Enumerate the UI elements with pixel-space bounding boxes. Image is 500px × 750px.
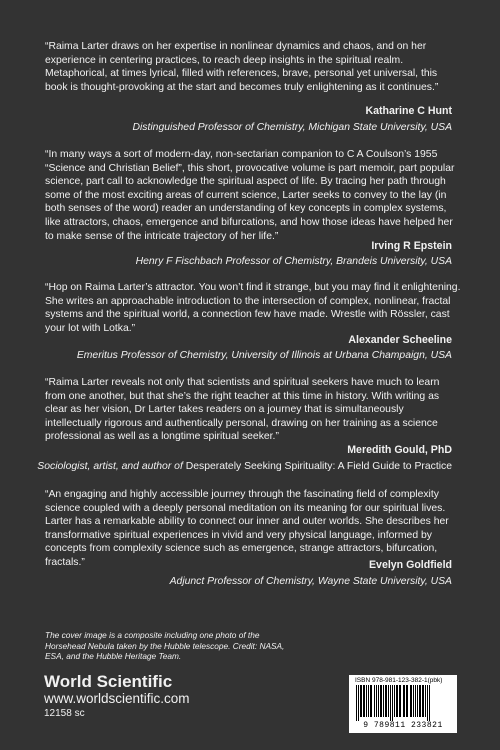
endorsement-quote-4: “Raima Larter reveals not only that scientists and spiritual seekers have much to learn from one another, but that she’s the right teacher at this time in history. With writing as clear as her vision, Dr Larter takes readers on a journey that is simultaneously intellectually rigorous and authentically personal, drawing on her training as a science professional as well as a longtime spiritual seeker.” [45, 377, 440, 443]
cover-image-credit: The cover image is a composite including one photo of the Horsehead Nebula taken by the Hubble telescope. Credit: NASA, ESA, and the Hubble Heritage Team. [45, 630, 285, 662]
endorsement-quote-5: “An engaging and highly accessible journey through the fascinating field of complexity science coupled with a deeply personal meditation on its meaning for our spiritual lives. Larter has a remarkable ability to connect our inner and outer worlds. She describes her transformative spiritual experiences in vivid and very physical language, informed by concepts from complexity science such as emergence, strange attractors, bifurcation, fractals.” [45, 489, 449, 568]
endorsement-affiliation-4-text: Sociologist, artist, and author of [37, 461, 183, 472]
barcode-bar [403, 685, 405, 717]
barcode-bar [394, 685, 395, 717]
endorsement-affiliation-4 [37, 460, 452, 473]
publisher-name: World Scientific [44, 672, 173, 691]
barcode-bar [425, 685, 426, 717]
barcode-bar [390, 685, 391, 721]
barcode-bar [363, 685, 365, 717]
barcode-bar [399, 685, 401, 717]
endorsement-author-2: Irving R Epstein [371, 240, 452, 252]
endorsement-book-title: Desperately Seeking Spirituality: A Field Guide to Practice [185, 461, 452, 472]
barcode-bar [410, 685, 412, 717]
barcode-bar [422, 685, 424, 717]
barcode-bar [429, 685, 430, 721]
barcode-bar [370, 685, 372, 717]
barcode-bars [354, 685, 452, 721]
publisher-url: www.worldscientific.com [44, 691, 190, 706]
barcode-bar [356, 685, 357, 721]
endorsement-affiliation-2: Henry F Fischbach Professor of Chemistry, Brandeis University, USA [135, 256, 452, 267]
barcode-bar [366, 685, 367, 717]
isbn-text: ISBN 978-981-123-382-1(pbk) [355, 677, 443, 684]
endorsement-affiliation-1: Distinguished Professor of Chemistry, Michigan State University, USA [132, 122, 452, 133]
barcode-bar [378, 685, 379, 717]
barcode-bar [396, 685, 398, 717]
barcode-bar [360, 685, 362, 717]
endorsement-author-3: Alexander Scheeline [348, 334, 452, 346]
endorsement-affiliation-5: Adjunct Professor of Chemistry, Wayne State University, USA [169, 576, 452, 587]
barcode-bar [406, 685, 408, 717]
barcode-bar [427, 685, 428, 721]
barcode-bar [385, 685, 387, 717]
barcode-bar [419, 685, 421, 717]
barcode-bar [374, 685, 375, 717]
publisher-code: 12158 sc [44, 708, 85, 719]
endorsement-quote-3: “Hop on Raima Larter’s attractor. You won’t find it strange, but you may find it enlightening. She writes an approachable introduction to the intersection of complex, nonlinear, fractal systems and the spiritual world, a connection few have made. Wrestle with Rössler, cast your lot with Lotka.” [45, 282, 461, 334]
endorsement-author-4: Meredith Gould, PhD [347, 444, 452, 456]
barcode-bar [383, 685, 384, 717]
endorsement-author-1: Katharine C Hunt [365, 105, 452, 117]
endorsement-affiliation-3: Emeritus Professor of Chemistry, University of Illinois at Urbana Champaign, USA [76, 350, 452, 361]
barcode-bar [417, 685, 418, 717]
barcode-bar [388, 685, 389, 717]
barcode-bar [358, 685, 359, 721]
endorsement-quote-1: “Raima Larter draws on her expertise in nonlinear dynamics and chaos, and on her experience in centering practices, to reach deep insights in the spiritual realm. Metaphorical, at times lyrical, filled with references, brave, personal yet universal, this book is thought-provoking at the start and becomes truly enlightening as it continues.” [45, 41, 439, 93]
barcode-bar [413, 685, 414, 717]
barcode-bar [380, 685, 382, 717]
endorsement-author-5: Evelyn Goldfield [368, 559, 452, 571]
barcode-number: 9 789811 233821 [363, 721, 443, 730]
barcode-bar [368, 685, 369, 717]
publisher-block [44, 672, 190, 721]
endorsement-quote-2: “In many ways a sort of modern-day, non-sectarian companion to C A Coulson’s 1955 “Science and Christian Belief”, this short, provocative volume is part memoir, part popular science, part call to acknowledge the spiritual aspect of life. By tracing her path through some of the most exciting areas of current science, Larter seeks to convey to the lay (in both senses of the word) reader an understanding of key concepts in complex systems, like attractors, chaos, emergence and bifurcations, and how those ideas have helped her to make sense of the intricate trajectory of her life.” [45, 149, 455, 242]
barcode-bar [376, 685, 377, 717]
barcode-bar [415, 685, 416, 717]
isbn-barcode [349, 675, 457, 733]
barcode-bar [392, 685, 393, 721]
